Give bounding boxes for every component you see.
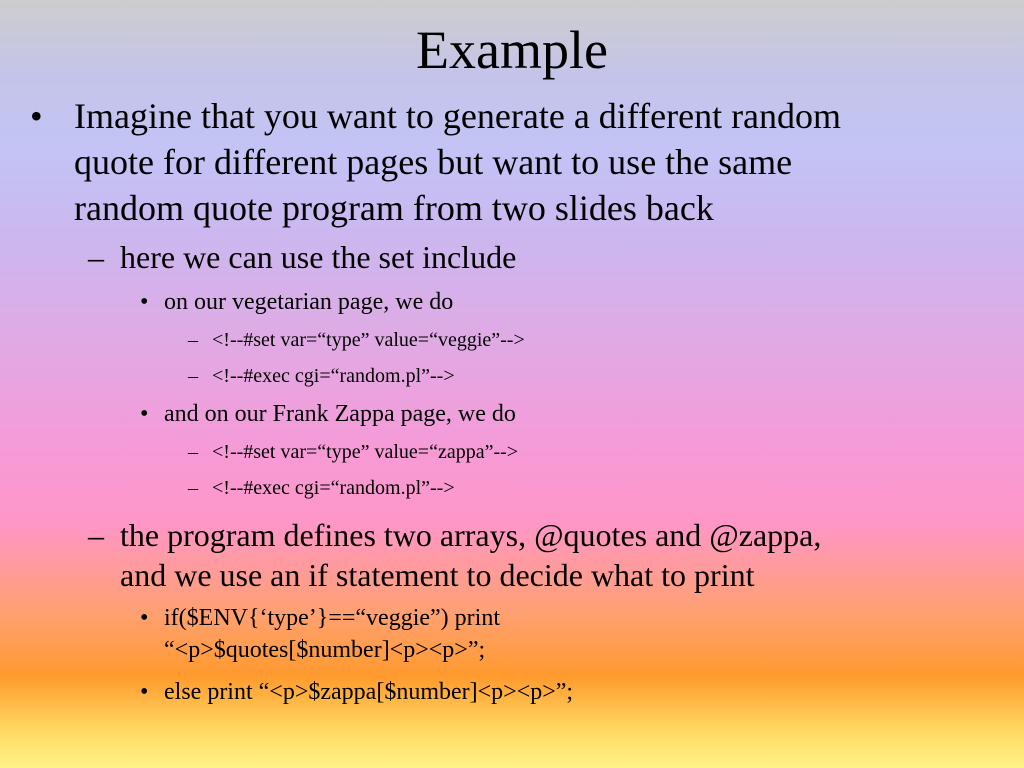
dash-marker: – <box>88 239 104 275</box>
bullet-marker: • <box>30 96 43 136</box>
bullet-marker: • <box>140 605 149 631</box>
dash-marker: – <box>188 441 198 463</box>
dash-marker: – <box>188 477 198 499</box>
bullet-text: random quote program from two slides back <box>74 188 714 228</box>
bullet-text: quote for different pages but want to use the same <box>74 142 793 182</box>
bullet-text: Imagine that you want to generate a different random <box>74 96 842 136</box>
code-line: if($ENV{‘type’}==“veggie”) print <box>164 605 500 631</box>
bullet-marker: • <box>140 401 149 427</box>
sub-bullet-text: and we use an if statement to decide what to print <box>120 557 755 593</box>
slide-title: Example <box>416 20 608 80</box>
dash-marker: – <box>88 517 104 553</box>
sub-bullet-text: and on our Frank Zappa page, we do <box>164 401 516 427</box>
code-line: <!--#set var=“type” value=“veggie”--> <box>212 329 525 351</box>
code-line: <!--#set var=“type” value=“zappa”--> <box>212 441 519 463</box>
code-line: <!--#exec cgi=“random.pl”--> <box>212 365 455 387</box>
dash-marker: – <box>188 365 198 387</box>
sub-bullet-text: here we can use the set include <box>120 239 517 275</box>
code-line: else print “<p>$zappa[$number]<p><p>”; <box>164 679 574 705</box>
bullet-marker: • <box>140 679 149 705</box>
sub-bullet-text: the program defines two arrays, @quotes and @zappa, <box>120 517 822 553</box>
dash-marker: – <box>188 329 198 351</box>
sub-bullet-text: on our vegetarian page, we do <box>164 289 454 315</box>
code-line: “<p>$quotes[$number]<p><p>”; <box>164 637 486 663</box>
bullet-marker: • <box>140 289 149 315</box>
code-line: <!--#exec cgi=“random.pl”--> <box>212 477 455 499</box>
